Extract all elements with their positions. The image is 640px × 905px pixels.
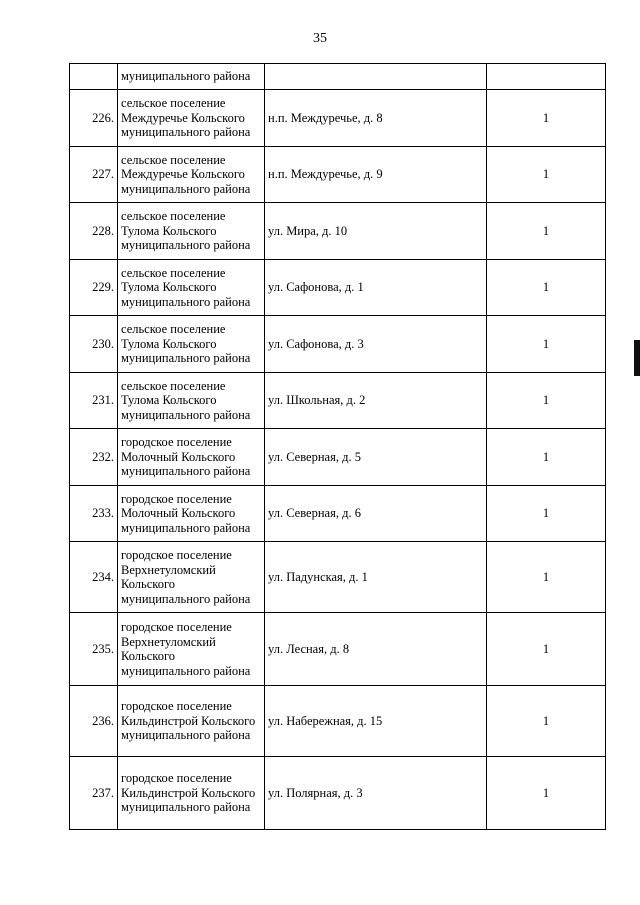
page-edge-mark	[634, 340, 640, 376]
settlement-cell: сельское поселение Тулома Кольского муниципального района	[118, 203, 265, 260]
quantity-cell: 1	[487, 429, 606, 486]
row-number-cell: 230.	[70, 316, 118, 373]
quantity-cell: 1	[487, 542, 606, 613]
settlement-cell: сельское поселение Междуречье Кольского муниципального района	[118, 90, 265, 147]
table-row	[70, 542, 606, 613]
quantity-cell: 1	[487, 686, 606, 757]
settlement-cell: городское поселение Молочный Кольского муниципального района	[118, 429, 265, 486]
quantity-cell	[487, 64, 606, 90]
settlement-cell: городское поселение Кильдинстрой Кольского муниципального района	[118, 757, 265, 830]
settlement-cell: городское поселение Верхнетуломский Кольского муниципального района	[118, 542, 265, 613]
address-cell: ул. Мира, д. 10	[265, 203, 487, 260]
address-cell: ул. Сафонова, д. 3	[265, 316, 487, 373]
address-cell	[265, 64, 487, 90]
settlement-cell: городское поселение Молочный Кольского муниципального района	[118, 486, 265, 542]
table-body	[70, 64, 606, 830]
table-row	[70, 429, 606, 486]
quantity-cell: 1	[487, 613, 606, 686]
address-cell: ул. Падунская, д. 1	[265, 542, 487, 613]
row-number-cell	[70, 64, 118, 90]
row-number-cell: 235.	[70, 613, 118, 686]
address-cell: н.п. Междуречье, д. 9	[265, 147, 487, 203]
settlement-cell: муниципального района	[118, 64, 265, 90]
row-number-cell: 227.	[70, 147, 118, 203]
address-cell: ул. Северная, д. 6	[265, 486, 487, 542]
settlement-cell: городское поселение Верхнетуломский Кольского муниципального района	[118, 613, 265, 686]
quantity-cell: 1	[487, 486, 606, 542]
table-row	[70, 90, 606, 147]
quantity-cell: 1	[487, 316, 606, 373]
row-number-cell: 233.	[70, 486, 118, 542]
table-row	[70, 686, 606, 757]
quantity-cell: 1	[487, 757, 606, 830]
row-number-cell: 229.	[70, 260, 118, 316]
settlement-cell: сельское поселение Тулома Кольского муниципального района	[118, 316, 265, 373]
table-row-continuation	[70, 64, 606, 90]
row-number-cell: 226.	[70, 90, 118, 147]
table-row	[70, 260, 606, 316]
row-number-cell: 232.	[70, 429, 118, 486]
row-number-cell: 236.	[70, 686, 118, 757]
settlement-cell: городское поселение Кильдинстрой Кольского муниципального района	[118, 686, 265, 757]
address-cell: ул. Набережная, д. 15	[265, 686, 487, 757]
table-row	[70, 147, 606, 203]
settlement-cell: сельское поселение Тулома Кольского муниципального района	[118, 373, 265, 429]
row-number-cell: 237.	[70, 757, 118, 830]
settlement-cell: сельское поселение Междуречье Кольского муниципального района	[118, 147, 265, 203]
table-row	[70, 203, 606, 260]
row-number-cell: 228.	[70, 203, 118, 260]
row-number-cell: 231.	[70, 373, 118, 429]
quantity-cell: 1	[487, 90, 606, 147]
address-cell: ул. Лесная, д. 8	[265, 613, 487, 686]
address-cell: н.п. Междуречье, д. 8	[265, 90, 487, 147]
quantity-cell: 1	[487, 147, 606, 203]
table-row	[70, 757, 606, 830]
address-cell: ул. Школьная, д. 2	[265, 373, 487, 429]
page-number: 35	[313, 31, 327, 46]
settlement-cell: сельское поселение Тулома Кольского муниципального района	[118, 260, 265, 316]
address-cell: ул. Северная, д. 5	[265, 429, 487, 486]
quantity-cell: 1	[487, 373, 606, 429]
quantity-cell: 1	[487, 203, 606, 260]
table-row	[70, 613, 606, 686]
table-row	[70, 373, 606, 429]
quantity-cell: 1	[487, 260, 606, 316]
row-number-cell: 234.	[70, 542, 118, 613]
address-cell: ул. Сафонова, д. 1	[265, 260, 487, 316]
data-table	[69, 63, 606, 830]
table-row	[70, 486, 606, 542]
table-row	[70, 316, 606, 373]
address-cell: ул. Полярная, д. 3	[265, 757, 487, 830]
